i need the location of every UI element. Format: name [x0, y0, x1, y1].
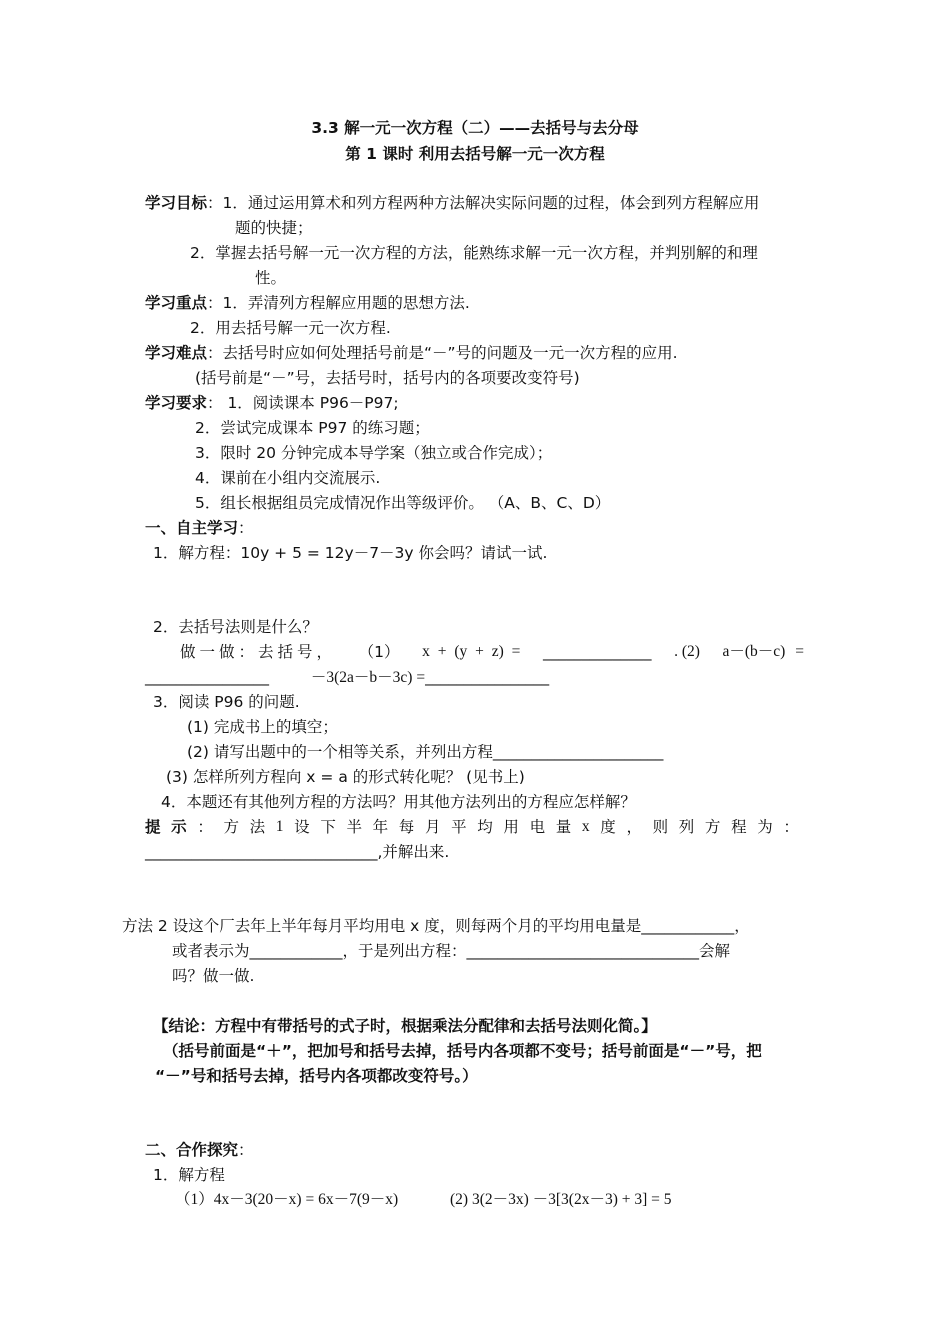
method2-comma: ，: [734, 917, 750, 935]
requirements-line1: [145, 393, 399, 413]
section2-heading: 二、合作探究: [145, 1141, 239, 1159]
part1-blank[interactable]: ______________: [542, 643, 652, 661]
hint-char: 均: [477, 818, 493, 836]
part3-blank[interactable]: ________________: [425, 668, 550, 686]
equation-1: （1）4x－3(20－x) = 6x－7(9－x): [175, 1191, 399, 1208]
part3-expression: －3(2a－b－3c) =: [310, 669, 426, 686]
hint-char: ：: [197, 818, 213, 836]
page-subtitle: 第 1 课时 利用去括号解一元一次方程: [345, 145, 605, 163]
section1-heading-line: [145, 518, 254, 538]
difficulties-label: 学习难点: [145, 344, 208, 362]
page-title: 3.3 解一元一次方程（二）——去括号与去分母: [311, 119, 639, 137]
hint-char: 度: [600, 818, 616, 836]
objectives-label: 学习目标: [145, 194, 208, 212]
method2-line2: [172, 941, 730, 961]
conclusion-line2: （括号前面是“＋”，把加号和括号去掉，括号内各项都不变号；括号前面是“－”号，把: [163, 1042, 762, 1060]
hint-char: ：: [783, 818, 799, 836]
method2-blank2[interactable]: ____________: [249, 942, 343, 960]
question-4: 4．本题还有其他列方程的方法吗？用其他方法列出的方程应怎样解？: [161, 793, 636, 811]
hint-char: 为: [757, 818, 773, 836]
hint-char: x: [581, 818, 590, 835]
hint-char: 程: [731, 818, 747, 836]
hint-char: 1: [275, 818, 284, 835]
key-points-line1: [145, 293, 470, 313]
requirement-item2: 2．尝试完成课本 P97 的练习题；: [195, 419, 430, 437]
key-point-item1: ：1．弄清列方程解应用题的思想方法.: [207, 294, 470, 312]
method2-blank3[interactable]: ______________________________: [466, 942, 700, 960]
method2-blank1[interactable]: ____________: [641, 917, 735, 935]
hint-char: 下: [320, 818, 336, 836]
method2-can-solve: 会解: [699, 942, 731, 960]
question-3-2-blank[interactable]: ______________________: [492, 743, 664, 761]
objective-item1-cont: 题的快捷；: [235, 219, 313, 237]
section2-question-1: 1．解方程: [153, 1166, 225, 1184]
section1-colon: ：: [238, 519, 254, 537]
method2-line3: 吗？做一做.: [172, 967, 255, 985]
part1-label: （1）: [358, 643, 400, 661]
section2-heading-line: [145, 1140, 254, 1160]
hint-char: 方: [223, 818, 239, 836]
hint-line: [145, 817, 799, 837]
hint-char: 法: [249, 818, 266, 836]
hint-char: 设: [294, 818, 310, 836]
key-points-label: 学习重点: [145, 294, 208, 312]
method2-or: 或者表示为: [172, 942, 250, 960]
question-3: 3．阅读 P96 的问题.: [153, 693, 300, 711]
part1-expression: x + (y + z) =: [422, 643, 521, 660]
difficulty-item1: ：去括号时应如何处理括号前是“－”号的问题及一元一次方程的应用.: [207, 344, 678, 362]
key-point-item2: 2．用去括号解一元一次方程.: [190, 319, 391, 337]
question-2: 2．去括号法则是什么？: [153, 618, 318, 636]
equation-2: (2) 3(2－3x) －3[3(2x－3) + 3] = 5: [450, 1191, 672, 1208]
hint-char: 提: [145, 818, 161, 836]
requirement-item5: 5．组长根据组员完成情况作出等级评价。 （A、B、C、D）: [195, 494, 611, 512]
hint-tail: ,并解出来.: [377, 843, 450, 861]
part2-blank[interactable]: ________________: [145, 668, 269, 686]
hint-char: 每: [398, 818, 415, 836]
part2-label: . (2): [674, 643, 700, 660]
method2-equation-label: ，于是列出方程：: [342, 942, 467, 960]
hint-char: 半: [346, 818, 362, 836]
difficulty-item2: (括号前是“－”号，去括号时，括号内的各项要改变符号): [195, 369, 580, 387]
question-3-2: [187, 742, 663, 762]
part2-expression: a－(b－c) =: [722, 643, 804, 660]
objective-item1: ：1．通过运用算术和列方程两种方法解决实际问题的过程，体会到列方程解应用: [207, 194, 760, 212]
hint-line-cont: [145, 842, 449, 862]
section1-heading: 一、自主学习: [145, 519, 239, 537]
hint-char: 电: [529, 818, 546, 836]
hint-char: 月: [424, 818, 441, 836]
objective-item2-cont: 性。: [255, 269, 287, 287]
do-it-label: 做一做：去括号，: [180, 643, 337, 661]
objectives-line1: [145, 193, 759, 213]
conclusion-line3: “－”号和括号去掉，括号内各项都改变符号。）: [155, 1067, 478, 1085]
question-3-2-text: (2) 请写出题中的一个相等关系，并列出方程: [187, 743, 493, 761]
objective-item2: 2．掌握去括号解一元一次方程的方法，能熟练求解一元一次方程，并判别解的和理: [190, 244, 758, 262]
hint-char: ，: [626, 818, 642, 836]
requirement-item4: 4．课前在小组内交流展示.: [195, 469, 381, 487]
hint-char: 年: [372, 818, 389, 836]
hint-char: 平: [451, 818, 467, 836]
hint-char: 量: [555, 818, 572, 836]
method2-line1: [122, 916, 750, 936]
section2-colon: ：: [238, 1141, 254, 1159]
question-3-1: (1) 完成书上的填空；: [187, 718, 338, 736]
conclusion-line1: 【结论：方程中有带括号的式子时，根据乘法分配律和去括号法则化简。】: [153, 1017, 657, 1035]
hint-char: 列: [678, 818, 695, 836]
requirement-item1: ： 1．阅读课本 P96－P97;: [207, 394, 399, 412]
requirement-item3: 3．限时 20 分钟完成本导学案（独立或合作完成）；: [195, 444, 553, 462]
requirements-label: 学习要求: [145, 394, 208, 412]
difficulties-line1: [145, 343, 678, 363]
question-2-exercise: [180, 642, 804, 662]
hint-char: 示: [171, 818, 187, 836]
hint-char: 用: [503, 818, 519, 836]
hint-char: 方: [704, 818, 721, 836]
method2-text: 方法 2 设这个厂去年上半年每月平均用电 x 度，则每两个月的平均用电量是: [122, 917, 642, 935]
hint-char: 则: [652, 818, 669, 836]
question-1: 1．解方程：10y + 5 = 12y－7－3y 你会吗？请试一试.: [153, 544, 548, 562]
question-2-cont: [145, 667, 549, 688]
question-3-3: (3) 怎样所列方程向 x = a 的形式转化呢？ (见书上): [166, 768, 525, 786]
hint-blank[interactable]: ______________________________: [145, 843, 378, 861]
